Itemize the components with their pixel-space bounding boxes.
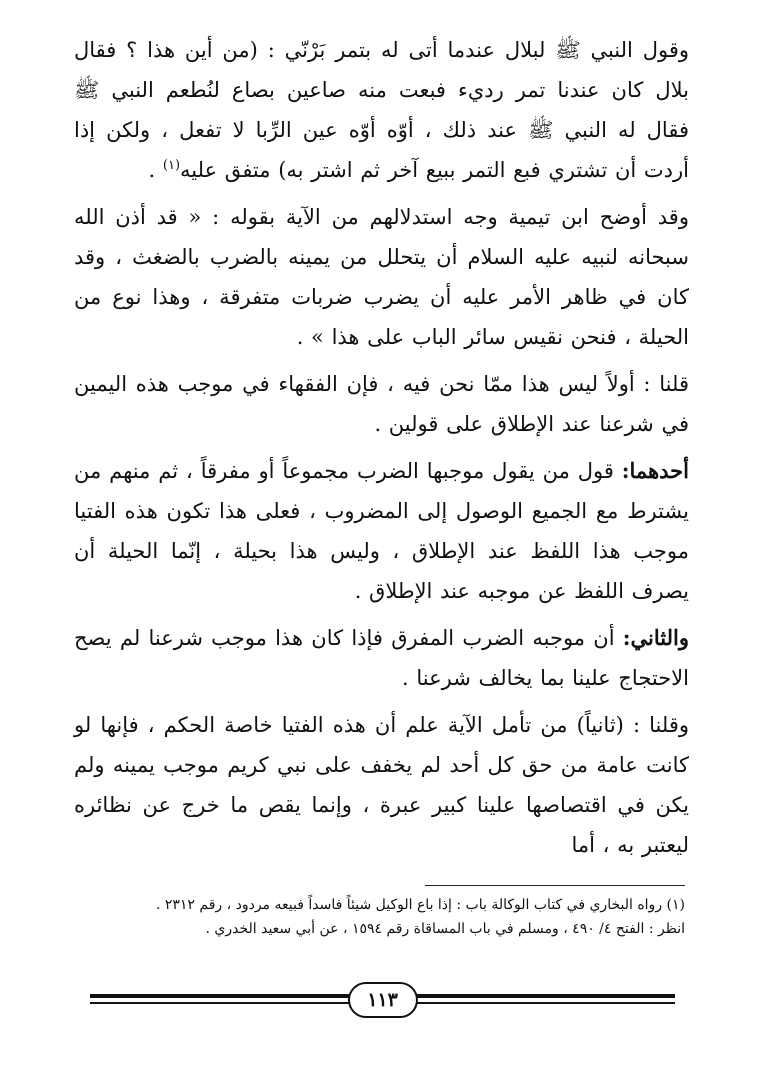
paragraph-4-text: قول من يقول موجبها الضرب مجموعاً أو مفرقاً ، ثم منهم من يشترط مع الجميع الوصول إلى المضروب ، فعلى هذا تكون هذه الفتيا موجب هذا اللفظ عند الإطلاق ، وليس هذا بحيلة ، إنّما الحيلة أن يصرف اللفظ عن موجبه عند الإطلاق .: [74, 459, 689, 603]
footnotes: [74, 893, 685, 941]
paragraph-2: [74, 197, 689, 357]
paragraph-3-text: قلنا : أولاً ليس هذا ممّا نحن فيه ، فإن الفقهاء في موجب هذه اليمين في شرعنا عند الإطلاق على قولين .: [74, 372, 689, 436]
footnote-line-1: (١) رواه البخاري في كتاب الوكالة باب : إذا باع الوكيل شيئاً فاسداً فبيعه مردود ، رقم ٢٣١٢ .: [155, 897, 685, 913]
paragraph-1-tail: .: [148, 158, 163, 182]
paragraph-5-text: أن موجبه الضرب المفرق فإذا كان هذا موجب شرعنا لم يصح الاحتجاج علينا بما يخالف شرعنا .: [74, 626, 689, 690]
footnote-line-2: انظر : الفتح ٤/ ٤٩٠ ، ومسلم في باب المساقاة رقم ١٥٩٤ ، عن أبي سعيد الخدري .: [205, 921, 685, 937]
page-number: ١١٣: [348, 982, 418, 1018]
paragraph-6: [74, 705, 689, 865]
paragraph-4: [74, 451, 689, 611]
paragraph-4-lead: أحدهما:: [621, 458, 689, 483]
paragraph-2-text: وقد أوضح ابن تيمية وجه استدلالهم من الآية بقوله : « قد أذن الله سبحانه لنبيه عليه السلام أن يتحلل من يمينه بالضرب بالضغث ، وقد كان في ظاهر الأمر عليه أن يضرب ضربات متفرقة ، وهذا نوع من الحيلة ، فنحن نقيس سائر الباب على هذا » .: [74, 205, 689, 349]
paragraph-1-text: وقول النبي ﷺ لبلال عندما أتى له بتمر بَرْنّي : (من أين هذا ؟ فقال بلال كان عندنا تمر رديء فبعت منه صاعين بصاع لنُطعم النبي ﷺ فقال له النبي ﷺ عند ذلك ، أوّه أوّه عين الرِّبا لا تفعل ، ولكن إذا أردت أن تشتري فبع التمر ببيع آخر ثم اشتر به) متفق عليه: [74, 38, 689, 182]
page-footer: [90, 985, 675, 1015]
page-body: [74, 30, 689, 872]
paragraph-3: [74, 364, 689, 444]
footnote-divider: [425, 885, 685, 886]
paragraph-5: [74, 618, 689, 698]
paragraph-6-text: وقلنا : (ثانياً) من تأمل الآية علم أن هذه الفتيا خاصة الحكم ، فإنها لو كانت عامة من حق كل أحد لم يخفف على نبي كريم موجب يمينه ولم يكن في اقتصاصها علينا كبير عبرة ، وإنما يقص ما خرج عن نظائره ليعتبر به ، أما: [74, 713, 689, 857]
footnote-ref-1[interactable]: (١): [162, 158, 181, 173]
paragraph-5-lead: والثاني:: [622, 625, 689, 650]
paragraph-1: [74, 30, 689, 190]
